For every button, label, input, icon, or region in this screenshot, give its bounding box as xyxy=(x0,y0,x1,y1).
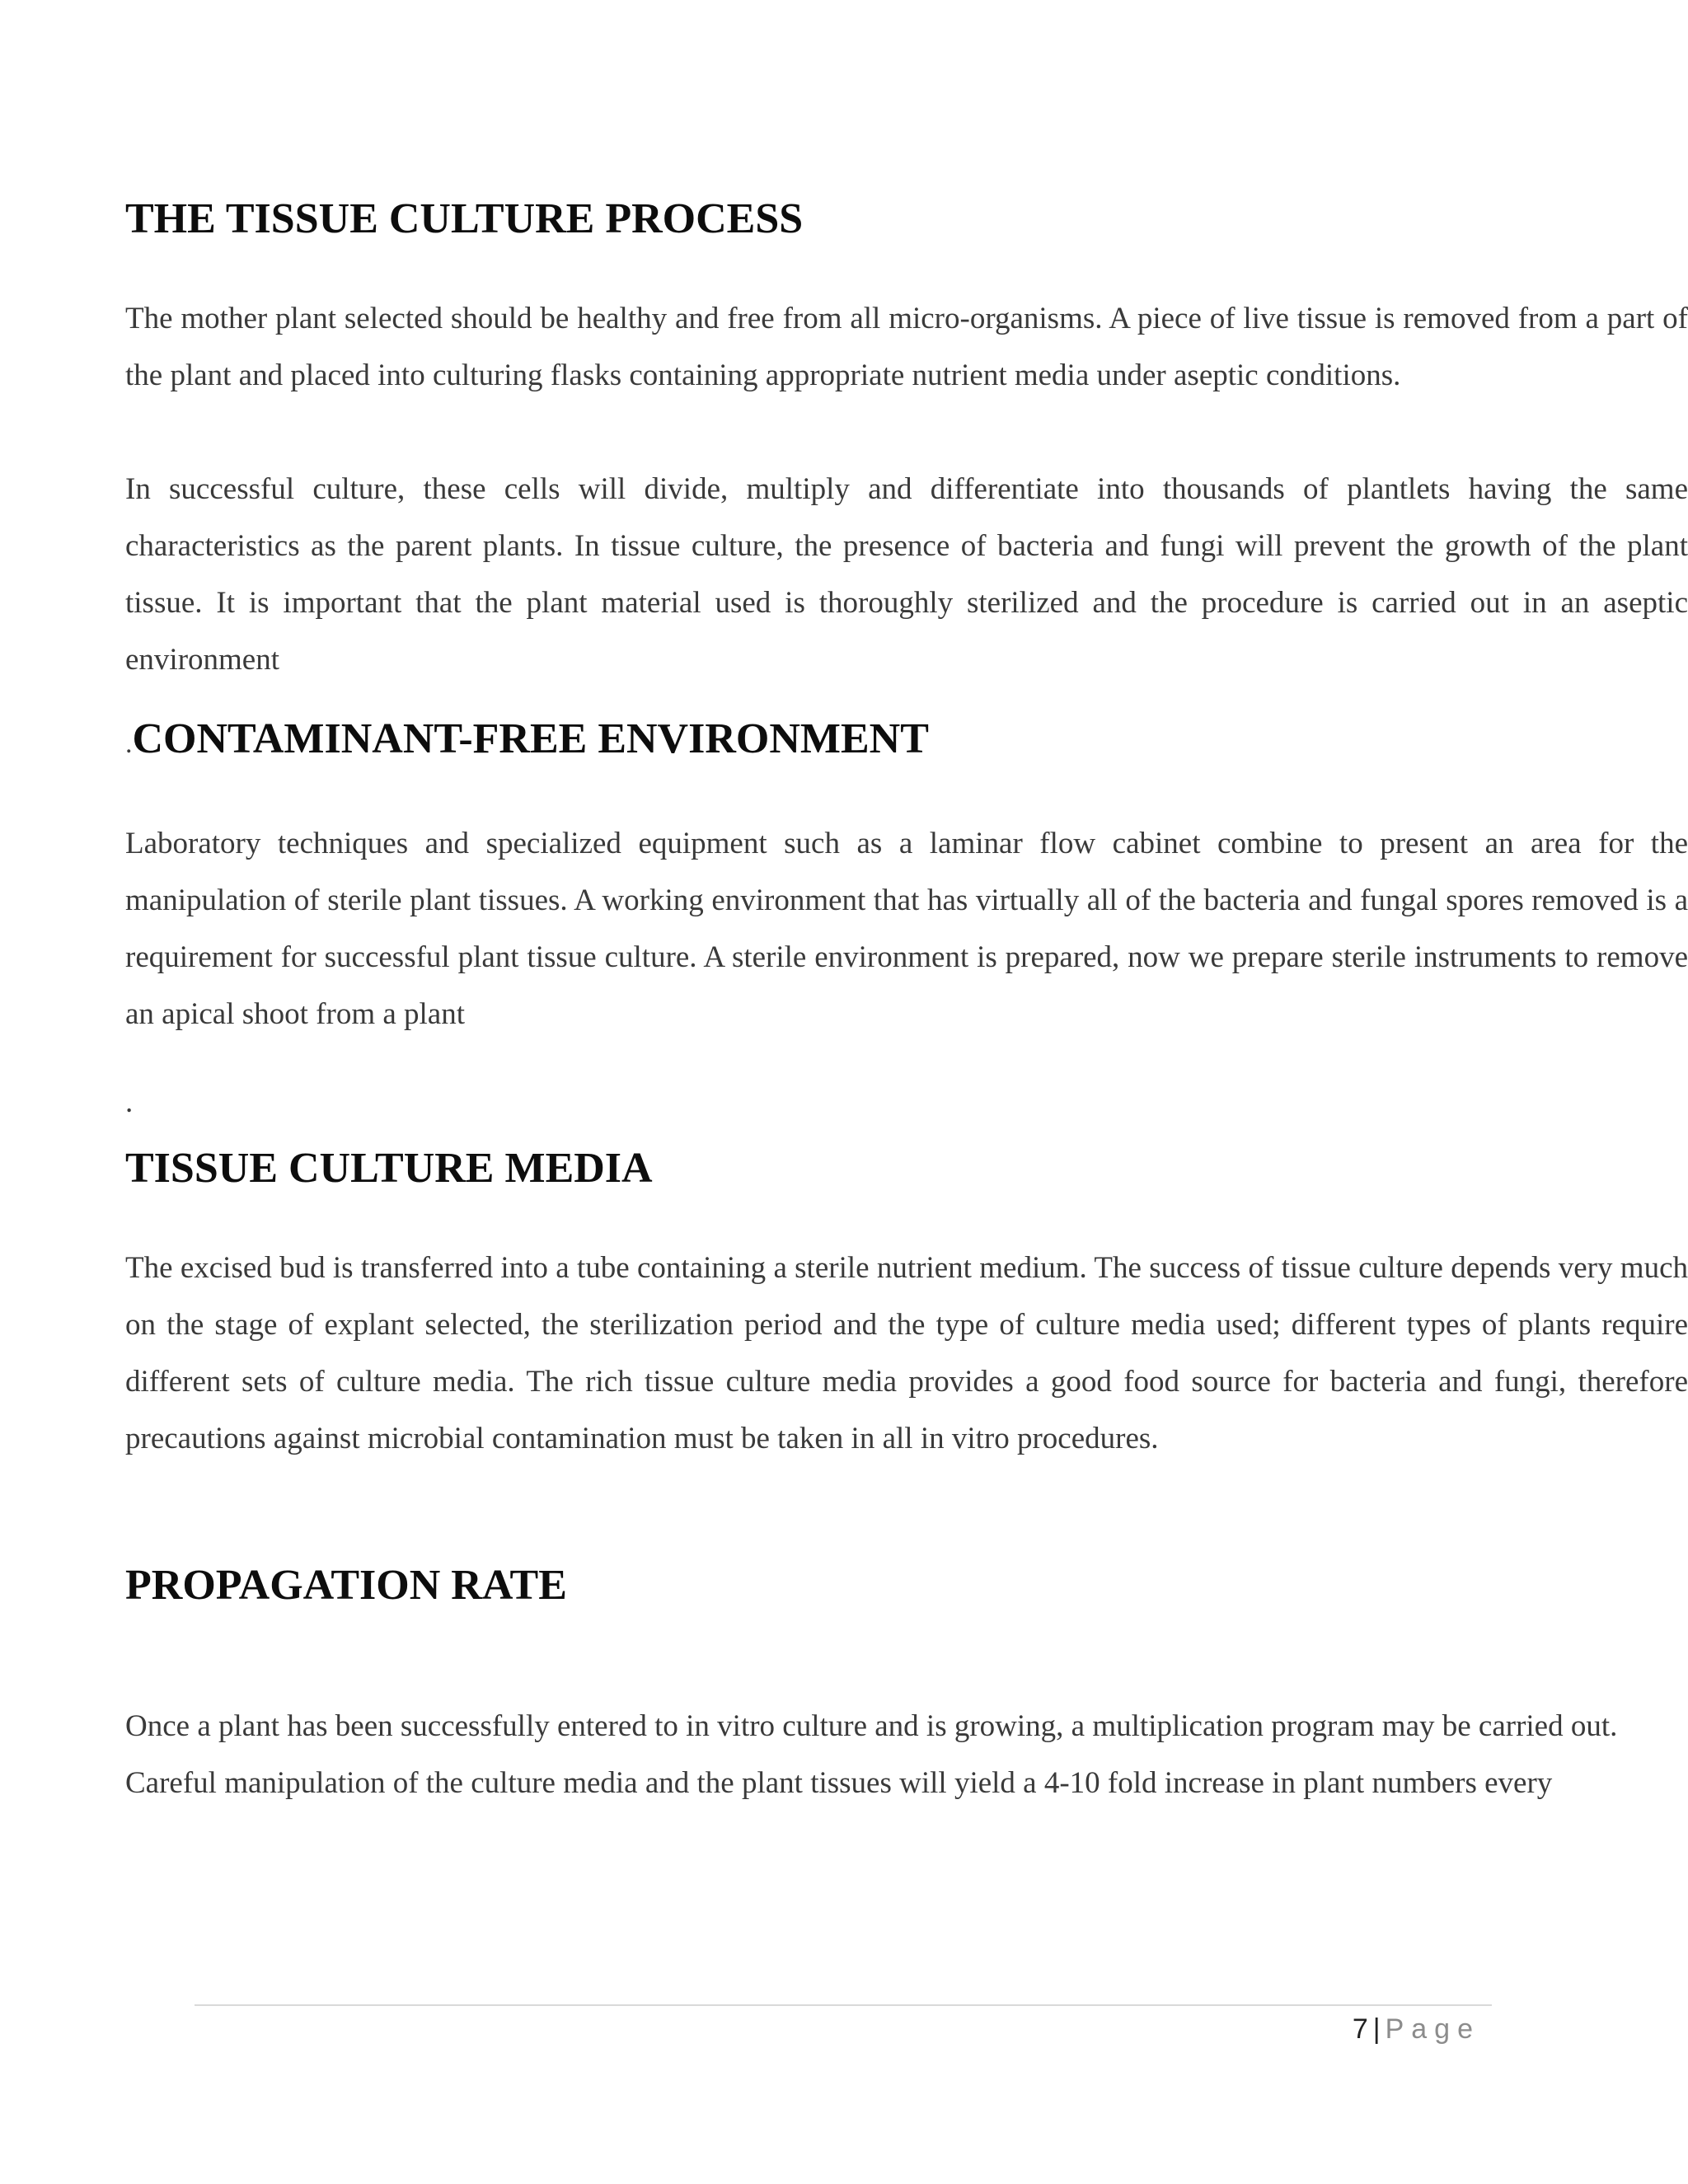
paragraph-laboratory-techniques: Laboratory techniques and specialized equipment such as a laminar flow cabinet combine to present an area for the manipulation of sterile plant tissues. A working environment that has virtually all of the bacteria and fungal spores removed is a requirement for successful plant tissue culture. A sterile environment is prepared, now we prepare sterile instruments to remove an apical shoot from a plant xyxy=(125,827,1688,1031)
section-heading-tissue-culture-media: TISSUE CULTURE MEDIA xyxy=(125,1145,653,1192)
page-word: Page xyxy=(1385,2013,1480,2045)
paragraph-careful-manipulation: Careful manipulation of the culture media and the plant tissues will yield a 4-10 fold increase in plant numbers every xyxy=(125,1766,1553,1800)
section-heading-propagation-rate: PROPAGATION RATE xyxy=(125,1562,567,1609)
page-number: 7 xyxy=(1352,2013,1368,2045)
stray-dot: . xyxy=(125,1085,134,1119)
paragraph-once-a-plant: Once a plant has been successfully entered to in vitro culture and is growing, a multiplication program may be carried out. xyxy=(125,1709,1618,1743)
page-content xyxy=(125,191,1688,1811)
page-number-footer xyxy=(1353,2011,1480,2047)
section-heading-tissue-culture-process: THE TISSUE CULTURE PROCESS xyxy=(125,195,804,242)
page-separator: | xyxy=(1372,2013,1381,2045)
footer-divider xyxy=(195,2004,1492,2006)
section-heading-contaminant-free-environment xyxy=(125,711,1688,772)
paragraph-successful-culture: In successful culture, these cells will divide, multiply and differentiate into thousands of plantlets having the same characteristics as the parent plants. In tissue culture, the presence of bacteria and fungi will prevent the growth of the plant tissue. It is important that the plant material used is thoroughly sterilized and the procedure is carried out in an aseptic environment xyxy=(125,472,1688,677)
paragraph-excised-bud: The excised bud is transferred into a tube containing a sterile nutrient medium. The success of tissue culture depends very much on the stage of explant selected, the sterilization period and the type of culture media used; different types of plants require different sets of culture media. The rich tissue culture media provides a good food source for bacteria and fungi, therefore precautions against microbial contamination must be taken in all in vitro procedures. xyxy=(125,1251,1688,1455)
paragraph-mother-plant: The mother plant selected should be healthy and free from all micro-organisms. A piece of live tissue is removed from a part of the plant and placed into culturing flasks containing appropriate nutrient media under aseptic conditions. xyxy=(125,302,1688,392)
heading-leading-dot: . xyxy=(125,729,133,759)
heading-text: CONTAMINANT-FREE ENVIRONMENT xyxy=(132,715,929,762)
